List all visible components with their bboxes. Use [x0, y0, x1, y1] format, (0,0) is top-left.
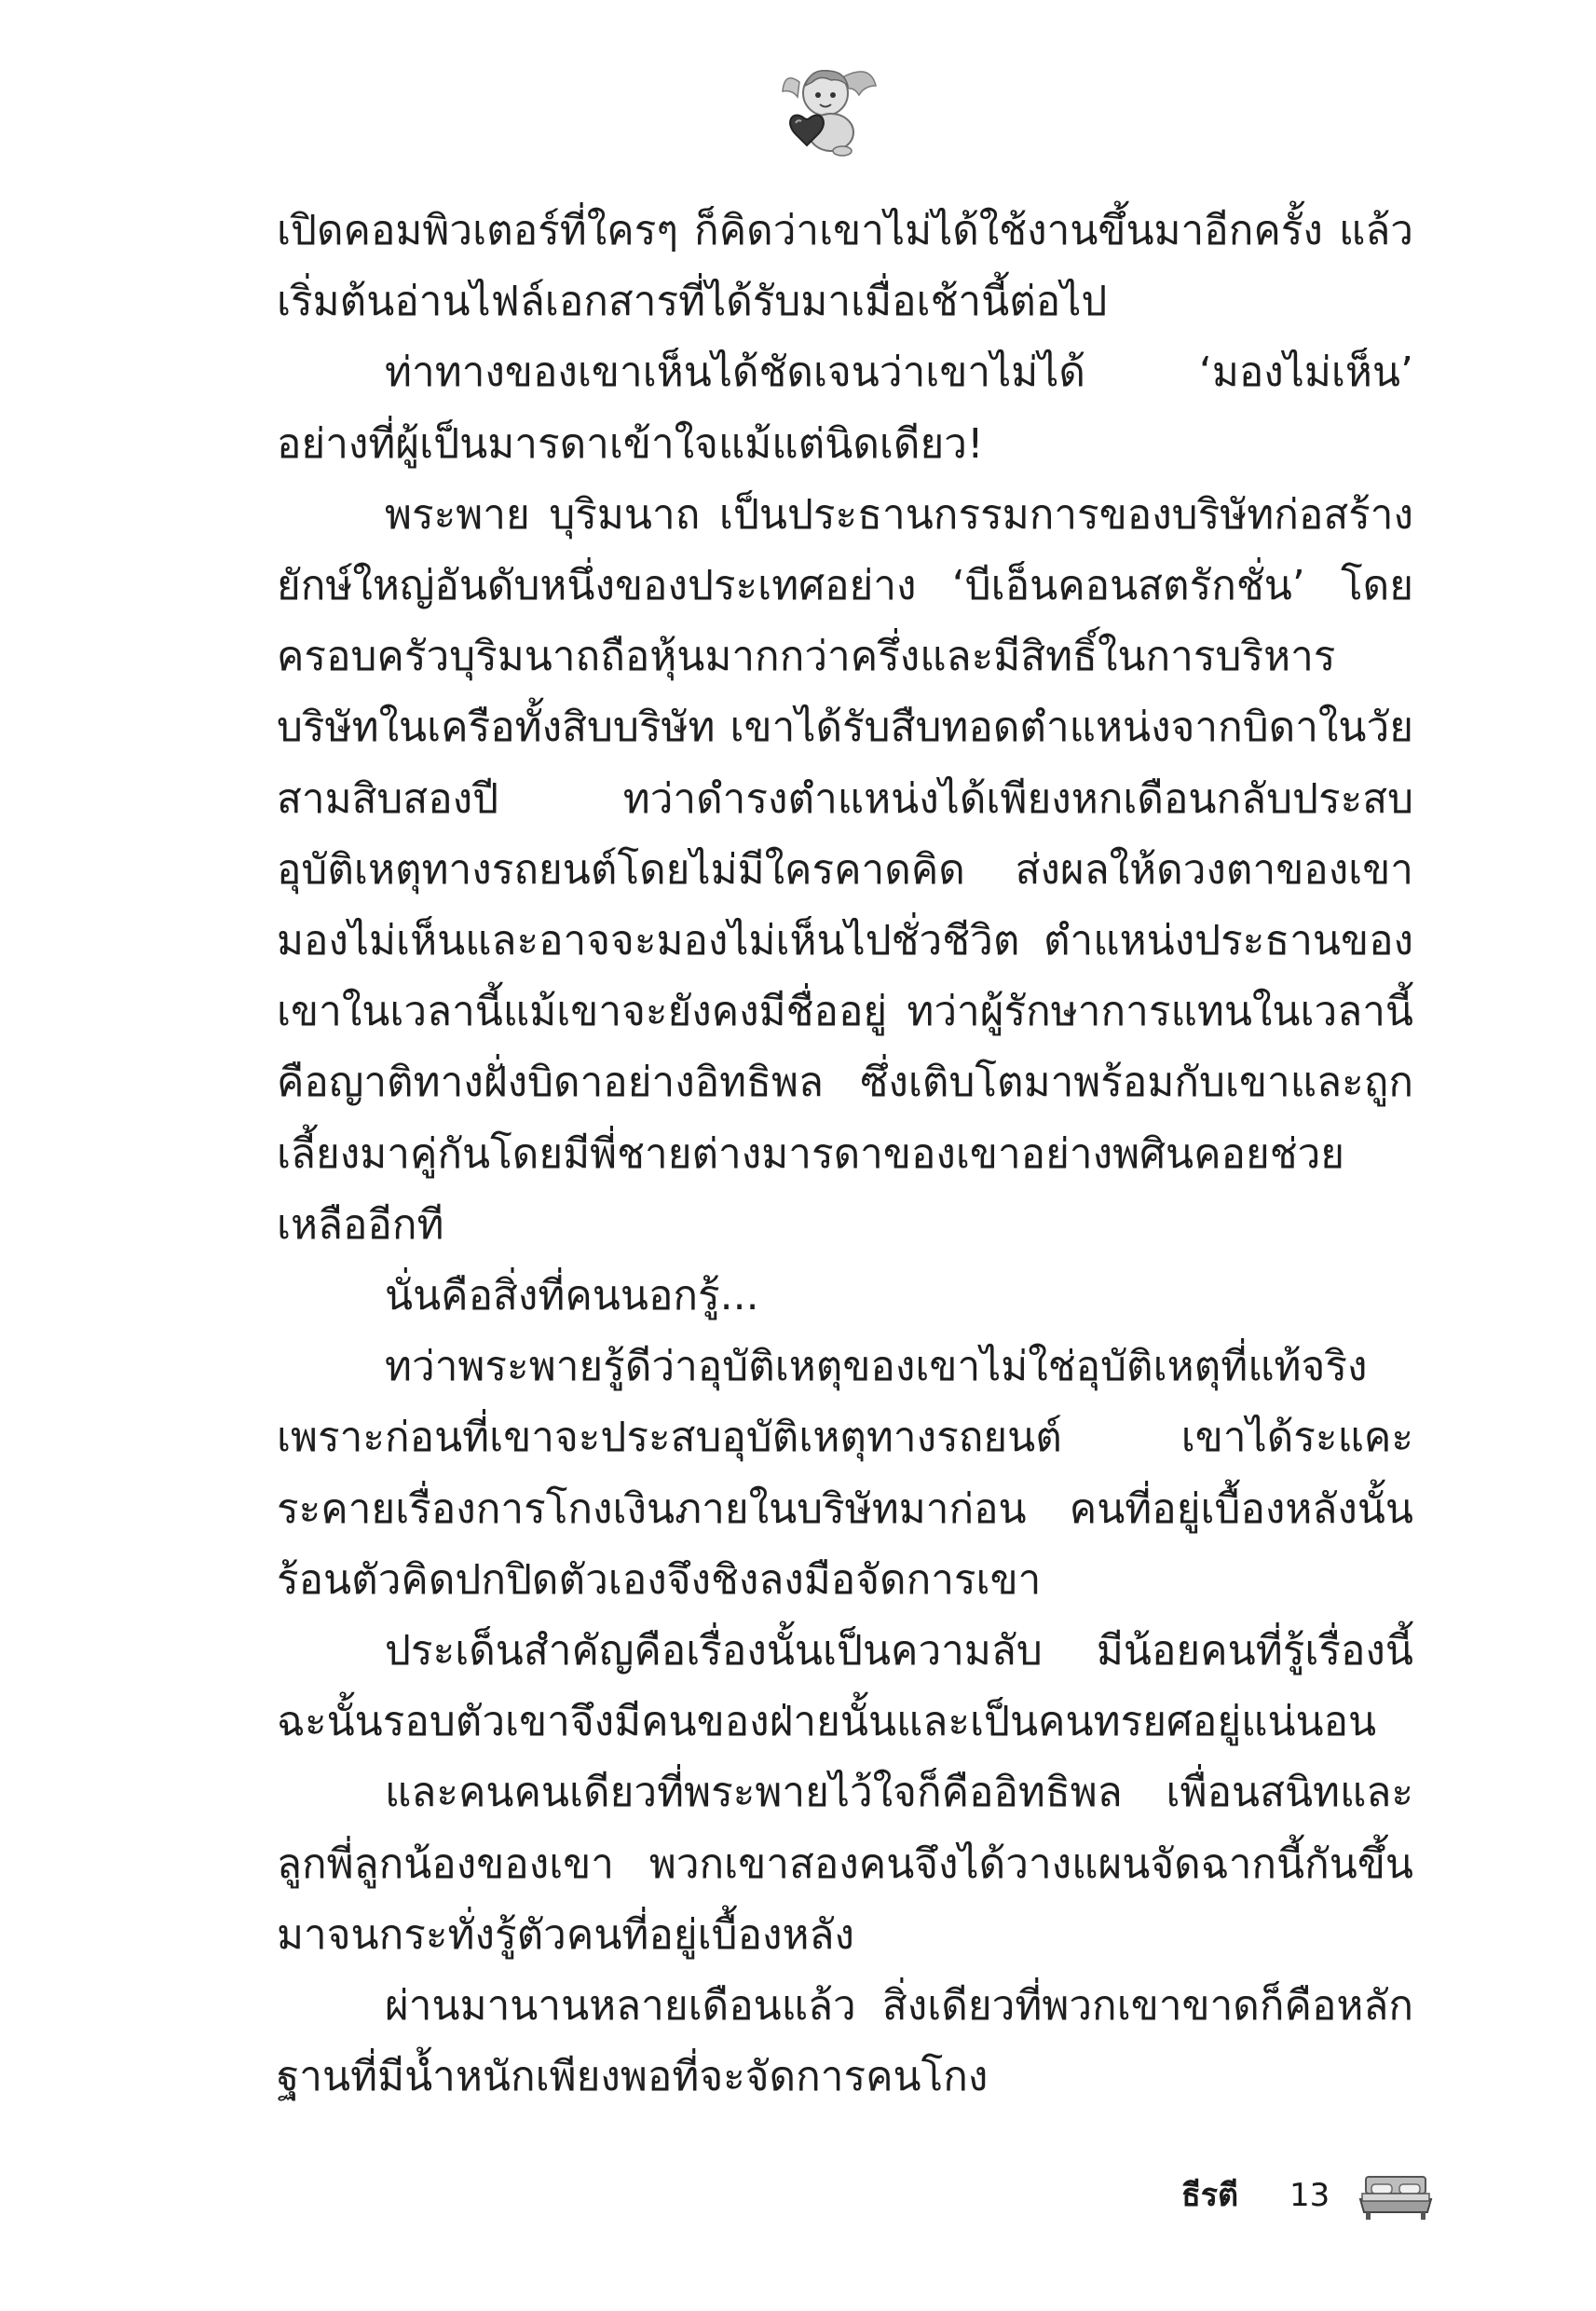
paragraph: ทว่าพระพายรู้ดีว่าอุบัติเหตุของเขาไม่ใช่อุบัติเหตุที่แท้จริง เพราะก่อนที่เขาจะประสบอุบัติเหตุทางรถยนต์ เขาได้ระแคะระคายเรื่องการโกงเงินภายในบริษัทมาก่อน คนที่อยู่เบื้องหลังนั้นร้อนตัวคิดปกปิดตัวเองจึงชิงลงมือจัดการเขา — [277, 1343, 1413, 1604]
cupid-cherub-icon — [779, 58, 881, 160]
paragraph: ผ่านมานานหลายเดือนแล้ว สิ่งเดียวที่พวกเขาขาดก็คือหลักฐานที่มีน้ำหนักเพียงพอที่จะจัดการคนโกง — [277, 1982, 1413, 2101]
paragraph: พระพาย บุริมนาถ เป็นประธานกรรมการของบริษัทก่อสร้างยักษ์ใหญ่อันดับหนึ่งของประเทศอย่าง ‘บีเอ็นคอนสตรักชั่น’ โดยครอบครัวบุริมนาถถือหุ้นมากกว่าครึ่งและมีสิทธิ์ในการบริหารบริษัทในเครือทั้งสิบบริษัท เขาได้รับสืบทอดตำแหน่งจากบิดาในวัยสามสิบสองปี ทว่าดำรงตำแหน่งได้เพียงหกเดือนกลับประสบอุบัติเหตุทางรถยนต์โดยไม่มีใครคาดคิด ส่งผลให้ดวงตาของเขามองไม่เห็นและอาจจะมองไม่เห็นไปชั่วชีวิต ตำแหน่งประธานของเขาในเวลานี้แม้เขาจะยังคงมีชื่ออยู่ ทว่าผู้รักษาการแทนในเวลานี้คือญาติทางฝั่งบิดาอย่างอิทธิพล ซึ่งเติบโตมาพร้อมกับเขาและถูกเลี้ยงมาคู่กันโดยมีพี่ชายต่างมารดาของเขาอย่างพศินคอยช่วยเหลืออีกที — [277, 490, 1413, 1249]
paragraph: นั่นคือสิ่งที่คนนอกรู้... — [385, 1272, 759, 1320]
paragraph: ท่าทางของเขาเห็นได้ชัดเจนว่าเขาไม่ได้ ‘มองไม่เห็น’ อย่างที่ผู้เป็นมารดาเข้าใจแม้แต่นิดเดียว! — [277, 349, 1413, 468]
page-body — [277, 196, 1413, 2113]
bed-icon — [1358, 2171, 1433, 2223]
paragraph: และคนคนเดียวที่พระพายไว้ใจก็คืออิทธิพล เพื่อนสนิทและลูกพี่ลูกน้องของเขา พวกเขาสองคนจึงได้วางแผนจัดฉากนี้กันขึ้นมาจนกระทั่งรู้ตัวคนที่อยู่เบื้องหลัง — [277, 1769, 1413, 1959]
author-name: ธีรตี — [1181, 2177, 1239, 2214]
paragraph: เปิดคอมพิวเตอร์ที่ใครๆ ก็คิดว่าเขาไม่ได้ใช้งานขึ้นมาอีกครั้ง แล้วเริ่มต้นอ่านไฟล์เอกสารที่ได้รับมาเมื่อเช้านี้ต่อไป — [277, 207, 1413, 326]
page-number: 13 — [1289, 2177, 1330, 2214]
paragraph: ประเด็นสำคัญคือเรื่องนั้นเป็นความลับ มีน้อยคนที่รู้เรื่องนี้ ฉะนั้นรอบตัวเขาจึงมีคนของฝ่ายนั้นและเป็นคนทรยศอยู่แน่นอน — [277, 1627, 1413, 1746]
page-footer — [1181, 2171, 1480, 2227]
